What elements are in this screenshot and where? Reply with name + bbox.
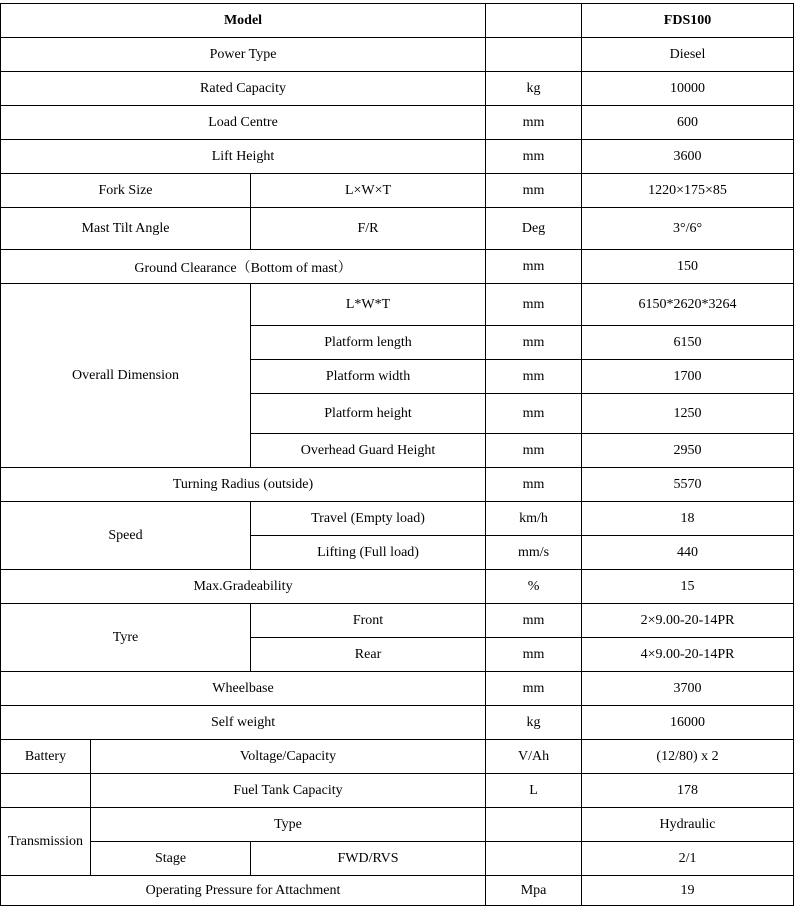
unit-cell: mm bbox=[486, 284, 582, 326]
table-row bbox=[1, 672, 794, 706]
unit-cell: Mpa bbox=[486, 876, 582, 906]
row-label: Battery bbox=[1, 740, 91, 774]
unit-cell: mm bbox=[486, 434, 582, 468]
value-cell: 3600 bbox=[582, 140, 794, 174]
unit-cell: mm bbox=[486, 326, 582, 360]
table-row bbox=[1, 106, 794, 140]
sub-label: Rear bbox=[251, 638, 486, 672]
unit-cell: mm bbox=[486, 604, 582, 638]
table-row bbox=[1, 174, 794, 208]
table-row bbox=[1, 808, 794, 842]
table-row bbox=[1, 842, 794, 876]
value-cell: 6150 bbox=[582, 326, 794, 360]
unit-cell: Deg bbox=[486, 208, 582, 250]
table-row bbox=[1, 250, 794, 284]
value-cell: 6150*2620*3264 bbox=[582, 284, 794, 326]
unit-cell: mm bbox=[486, 174, 582, 208]
table-row bbox=[1, 876, 794, 906]
table-row bbox=[1, 570, 794, 604]
model-label: Model bbox=[1, 4, 486, 38]
sub-label: Type bbox=[91, 808, 486, 842]
table-row bbox=[1, 4, 794, 38]
unit-cell: mm bbox=[486, 672, 582, 706]
value-cell: 19 bbox=[582, 876, 794, 906]
unit-cell bbox=[486, 842, 582, 876]
unit-cell: mm bbox=[486, 638, 582, 672]
value-cell: 16000 bbox=[582, 706, 794, 740]
sub-label: Lifting (Full load) bbox=[251, 536, 486, 570]
value-cell: 150 bbox=[582, 250, 794, 284]
model-value: FDS100 bbox=[582, 4, 794, 38]
sub-label: FWD/RVS bbox=[251, 842, 486, 876]
row-label: Transmission bbox=[1, 808, 91, 876]
row-label: Operating Pressure for Attachment bbox=[1, 876, 486, 906]
sub-label: L*W*T bbox=[251, 284, 486, 326]
unit-cell: L bbox=[486, 774, 582, 808]
table-row bbox=[1, 38, 794, 72]
table-row bbox=[1, 208, 794, 250]
row-label: Fuel Tank Capacity bbox=[91, 774, 486, 808]
value-cell: (12/80) x 2 bbox=[582, 740, 794, 774]
sub-label: Front bbox=[251, 604, 486, 638]
unit-cell: kg bbox=[486, 706, 582, 740]
unit-cell: V/Ah bbox=[486, 740, 582, 774]
table-row bbox=[1, 140, 794, 174]
value-cell: 5570 bbox=[582, 468, 794, 502]
sub-label: Platform width bbox=[251, 360, 486, 394]
row-label: Wheelbase bbox=[1, 672, 486, 706]
value-cell: 440 bbox=[582, 536, 794, 570]
spec-table bbox=[0, 3, 794, 906]
unit-cell: mm bbox=[486, 250, 582, 284]
sub-label: Voltage/Capacity bbox=[91, 740, 486, 774]
value-cell: 3700 bbox=[582, 672, 794, 706]
value-cell: 3°/6° bbox=[582, 208, 794, 250]
value-cell: 600 bbox=[582, 106, 794, 140]
unit-cell: mm bbox=[486, 468, 582, 502]
value-cell: 10000 bbox=[582, 72, 794, 106]
row-label: Power Type bbox=[1, 38, 486, 72]
value-cell: 2950 bbox=[582, 434, 794, 468]
row-label: Overall Dimension bbox=[1, 284, 251, 468]
table-row bbox=[1, 502, 794, 536]
value-cell: 178 bbox=[582, 774, 794, 808]
unit-cell: mm bbox=[486, 140, 582, 174]
unit-cell: mm bbox=[486, 106, 582, 140]
table-row bbox=[1, 468, 794, 502]
value-cell: 18 bbox=[582, 502, 794, 536]
unit-cell bbox=[486, 4, 582, 38]
value-cell: 2×9.00-20-14PR bbox=[582, 604, 794, 638]
value-cell: 1700 bbox=[582, 360, 794, 394]
sub-label: F/R bbox=[251, 208, 486, 250]
unit-cell: mm bbox=[486, 360, 582, 394]
value-cell: Diesel bbox=[582, 38, 794, 72]
row-label: Lift Height bbox=[1, 140, 486, 174]
row-label: Ground Clearance（Bottom of mast） bbox=[1, 250, 486, 284]
empty-cell bbox=[1, 774, 91, 808]
unit-cell: km/h bbox=[486, 502, 582, 536]
row-label: Mast Tilt Angle bbox=[1, 208, 251, 250]
sub-label: Platform length bbox=[251, 326, 486, 360]
table-row bbox=[1, 72, 794, 106]
unit-cell: mm/s bbox=[486, 536, 582, 570]
sub-label: Stage bbox=[91, 842, 251, 876]
sub-label: Travel (Empty load) bbox=[251, 502, 486, 536]
unit-cell bbox=[486, 38, 582, 72]
unit-cell: % bbox=[486, 570, 582, 604]
sub-label: Overhead Guard Height bbox=[251, 434, 486, 468]
value-cell: 1220×175×85 bbox=[582, 174, 794, 208]
value-cell: 15 bbox=[582, 570, 794, 604]
sub-label: Platform height bbox=[251, 394, 486, 434]
value-cell: Hydraulic bbox=[582, 808, 794, 842]
row-label: Tyre bbox=[1, 604, 251, 672]
table-row bbox=[1, 774, 794, 808]
row-label: Turning Radius (outside) bbox=[1, 468, 486, 502]
row-label: Load Centre bbox=[1, 106, 486, 140]
value-cell: 2/1 bbox=[582, 842, 794, 876]
unit-cell: kg bbox=[486, 72, 582, 106]
row-label: Rated Capacity bbox=[1, 72, 486, 106]
unit-cell: mm bbox=[486, 394, 582, 434]
row-label: Speed bbox=[1, 502, 251, 570]
row-label: Fork Size bbox=[1, 174, 251, 208]
table-row bbox=[1, 604, 794, 638]
row-label: Self weight bbox=[1, 706, 486, 740]
table-row bbox=[1, 740, 794, 774]
value-cell: 4×9.00-20-14PR bbox=[582, 638, 794, 672]
unit-cell bbox=[486, 808, 582, 842]
row-label: Max.Gradeability bbox=[1, 570, 486, 604]
table-row bbox=[1, 706, 794, 740]
table-row bbox=[1, 284, 794, 326]
sub-label: L×W×T bbox=[251, 174, 486, 208]
value-cell: 1250 bbox=[582, 394, 794, 434]
